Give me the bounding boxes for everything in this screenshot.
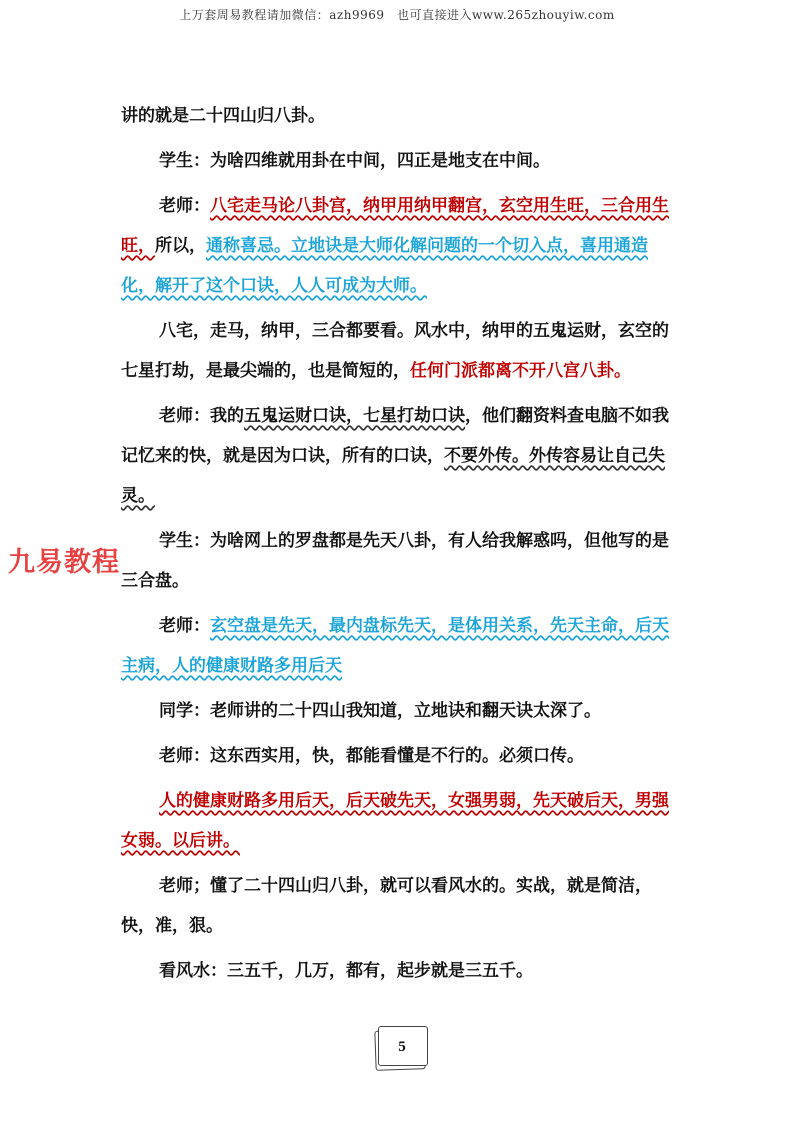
page-header: 上万套周易教程请加微信：azh9969 也可直接进入www.265zhouyiw.com [179,8,615,22]
paragraph-5 [121,396,677,516]
paragraph-8: 同学：老师讲的二十四山我知道，立地诀和翻天诀太深了。 [159,701,601,721]
underlined-text: 五鬼运财口诀，七星打劫口诀 [244,406,465,426]
watermark-logo: 九易教程 [8,547,120,578]
plain-text: 所以， [155,236,206,256]
highlight-blue-text: 玄空盘是先天，最内盘标先天，是体用关系，先天主命，后天主病，人的健康财路多用后天 [121,616,669,676]
page-number: 5 [398,1039,406,1055]
paragraph-1: 讲的就是二十四山归八卦。 [121,106,325,126]
underlined-text: 不要外传。外传容易让自己失灵。 [121,446,665,506]
paragraph-6: 学生：为啥网上的罗盘都是先天八卦，有人给我解惑吗，但他写的是三合盘。 [121,531,669,591]
paragraph-3 [121,186,677,306]
plain-text: 八宅，走马，纳甲，三合都要看。风水中，纳甲的五鬼运财，玄空的七星打劫，是最尖端的，也是简短的， [121,321,669,381]
document-body [121,96,677,996]
speaker-label: 老师： [159,616,210,636]
page-number-box [375,1026,431,1072]
plain-text: 老师：我的 [159,406,244,426]
paragraph-12: 看风水：三五千，几万，都有，起步就是三五千。 [159,961,533,981]
plain-text: ，他们翻资料查电脑不如我记忆来的快，就是因为口诀，所有的口诀， [121,406,669,466]
paragraph-7 [121,606,677,686]
highlight-red-text: 人的健康财路多用后天，后天破先天，女强男弱，先天破后天，男强女弱。以后讲。 [121,791,669,851]
paragraph-4 [121,311,677,391]
paragraph-2: 学生：为啥四维就用卦在中间，四正是地支在中间。 [159,151,550,171]
highlight-red-text: 任何门派都离不开八宫八卦。 [410,361,631,381]
paragraph-11: 老师；懂了二十四山归八卦，就可以看风水的。实战，就是简洁，快，准，狠。 [121,876,652,936]
speaker-label: 老师： [159,196,210,216]
highlight-blue-text: 通称喜忌。立地诀是大师化解问题的一个切入点，喜用通造化，解开了这个口诀，人人可成为大师。 [121,236,648,296]
paragraph-10 [121,781,677,861]
highlight-red-text: 八宅走马论八卦宫，纳甲用纳甲翻宫，玄空用生旺，三合用生旺， [121,196,669,256]
paragraph-9: 老师：这东西实用，快，都能看懂是不行的。必须口传。 [159,746,584,766]
